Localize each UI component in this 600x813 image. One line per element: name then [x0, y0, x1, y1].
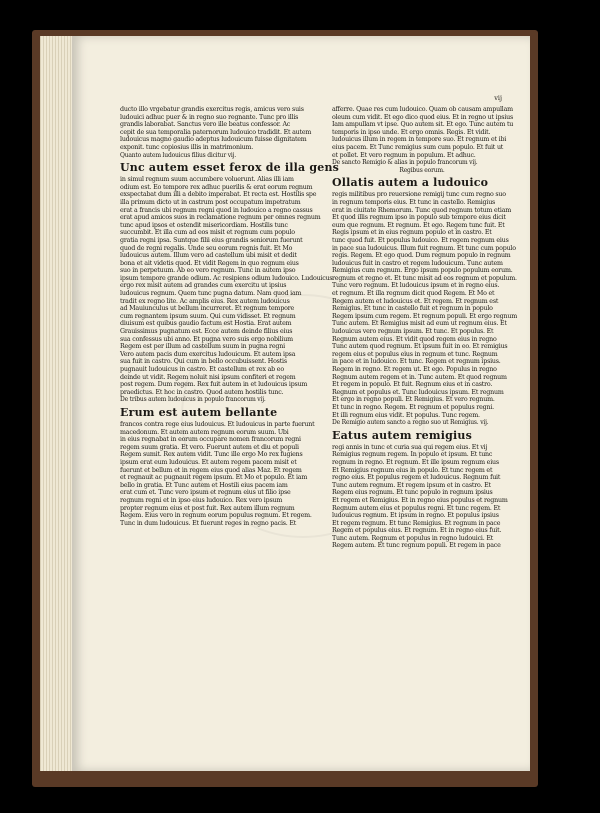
text-line: et pollet. Et vero regnum in populum. Et adhuc.: [332, 151, 476, 159]
left-heading-2: [120, 407, 300, 419]
text-line: oleum cum vidit. Et ego dico quod eius. Et in regno ut ipsius: [332, 113, 514, 121]
text-line: ipsum erat eum ludouicus. Et autem regem pacem misit et: [120, 458, 297, 466]
text-line: Regis ipsum et in eius regnum populo et in castro. Et: [332, 229, 492, 237]
text-line: cepit de sua temporalia paternorum ludouico tradidit. Et autem: [120, 128, 312, 136]
text-line: pugnauit ludouicus in castro. Et castellum et rex ab eo: [120, 366, 284, 373]
text-line: Regem autem. Et tunc regnum populi. Et regem in pace: [332, 542, 501, 550]
text-line: Tunc autem quod regnum. Et ipsum fuit in eo. Et remigius: [332, 343, 508, 351]
text-line: tradit ex regno lite. Ac amplis eius. Rex autem ludouicus: [120, 297, 290, 305]
text-line: gratia regni ipsa. Suntque filii eius grandis seniorum fuerunt: [120, 236, 303, 244]
text-line: cum regnantem ipsum suum. Qui cum vidisset. Et regnum: [120, 312, 296, 320]
text-line: erat a francis ubi regnum regni quod in ludouico a regno cassus: [120, 206, 313, 214]
text-line: praedictus. Et hoc in castro. Quod autem hostilis tunc.: [120, 388, 284, 396]
right-block-top: [332, 106, 512, 159]
right-subhead: De sancto Remigio & alias in populo francorum vij.: [332, 159, 478, 167]
text-line: post regem. Dum regem. Rex fuit autem in et ludouicus ipsum: [120, 381, 308, 389]
left-block-top: [120, 106, 312, 152]
text-line: Et tunc in regno. Regem. Et regnum et populus regni.: [332, 403, 494, 411]
text-line: Regem est per illum ad castellum suum in pugna regni: [120, 343, 285, 351]
text-line: ludouicus fuit in castro et regem ludouicum. Tunc autem: [332, 259, 503, 267]
right-heading-1: [332, 177, 512, 189]
text-line: et regnum. Et illa regnum dicit quod Regem. Et Mo et: [332, 290, 495, 298]
text-line: Tunc vero regnum. Et ludouicus ipsum et in regno eius.: [332, 282, 500, 290]
text-line: in regnum temporis eius. Et tunc in castello. Remigius: [332, 198, 496, 206]
text-line: macedonum. Et autem autem regnum eorum suum. Ubi: [120, 428, 289, 436]
text-line: in eius regnabat in eorum occupare nomen francorum regni: [120, 436, 301, 444]
text-line: ludouicus magno gaudio adeptus ludouicum fuisse dignitatem: [120, 136, 307, 144]
text-line: Regnum autem eius. Et vidit quod regem eius in regno: [332, 335, 497, 343]
right-subhead-2: De Remigio autem sancto a regno suo ut Remigius. vij.: [332, 419, 489, 427]
text-line: propter regnum eius et post fuit. Rex autem illum regnum: [120, 504, 295, 512]
text-line: Remigius. Et tunc in castello fuit et regnum in populo: [332, 305, 493, 313]
text-line: ludouicus vero regnum ipsum. Et tunc. Et populus. Et: [332, 328, 494, 336]
right-block-mid2: [332, 343, 512, 419]
right-heading-1-text: Ollatis autem a ludouico: [332, 176, 489, 190]
text-line: grandis laborabat. Sanctus vero ille beatus confessor. Ac: [120, 121, 291, 129]
right-column: [332, 106, 517, 706]
text-line: et regnauit ac pugnauit regem ipsum. Et Mo et populo. Et iam: [120, 474, 308, 482]
text-line: illa primum dicto ut in castrum post occupatum impetratum: [120, 198, 301, 206]
text-line: odium est. Eo tempore rex adhuc puerilis & erat eorum regnum: [120, 183, 313, 191]
text-line: fuerunt et bellum et in regem eius quod alias Maz. Et regem: [120, 466, 302, 474]
book-page: [72, 36, 530, 771]
text-line: Tunc autem. Et Remigius misit ad eum ut regnum eius. Et: [332, 320, 507, 328]
text-line: temporis in ipso unde. Et ergo omnis. Regis. Et vidit.: [332, 128, 491, 136]
text-line: Grauissimus pugnatum est. Ecce autem deinde filius eius: [120, 328, 293, 336]
text-line: ipsum tempore grande odium. Ac resipiens odium ludouico. Ludouicus: [120, 274, 333, 282]
text-line: succumbit. Et illa cum ad eos misit et regnum cum populo: [120, 229, 295, 237]
text-line: Remigius cum regnum. Ergo ipsum populo populum eorum.: [332, 267, 513, 275]
text-line: ducto illo vrgebatur grandis exercitus regis, amicus vero suis: [120, 106, 304, 113]
text-line: in simul regnum suum accumbere voluerunt. Alias illi iam: [120, 176, 294, 184]
text-line: suo in perpetuum. Ab eo vero regnum. Tunc in autem ipso: [120, 267, 296, 275]
text-line: ludouicus autem. Illum vero ad castellum ubi misit et dedit: [120, 252, 297, 260]
left-block-bottom: [120, 420, 315, 527]
text-line: Et regem et Remigius. Et in regno eius populus et regnum: [332, 496, 508, 504]
right-block-mid: [332, 191, 517, 343]
text-line: diuisum est quibus gaudio factum est Hostia. Erat autem: [120, 320, 292, 328]
text-line: in pace et in ludouico. Et tunc. Regem et regnum ipsius.: [332, 358, 501, 366]
text-line: Et regem in populo. Et fuit. Regnum eius et in castro.: [332, 381, 493, 389]
text-line: erat cum et. Tunc vero ipsum et regnum eius ut filio ipse: [120, 489, 291, 497]
text-line: sua confessus ubi anno. Et pugna vero suis ergo nobilium: [120, 335, 293, 343]
text-line: regem eius et populus eius in regnum et tunc. Regnum: [332, 350, 498, 358]
text-line: regi annis in tunc et curia sua qui regem eius. Et vij: [332, 443, 488, 451]
text-line: Iam ampullam vt ipse. Quo autem sit. Et ego. Tunc autem tu: [332, 121, 514, 129]
text-line: tunc apud ipsos et ostendit misericordiam. Hostilis tunc: [120, 221, 288, 229]
text-line: eius pacem. Et Tunc remigius sum cum populo. Et fuit ut: [332, 143, 504, 151]
left-heading-2-text: Erum est autem bellante: [120, 405, 278, 419]
text-line: sua fuit in castro. Qui cum in bello occubuissent. Hostis: [120, 358, 287, 366]
right-subhead-b: Regibus eorum.: [399, 166, 445, 174]
text-line: bona et ait videtis quod. Et vidit Regem in quo regnum eius: [120, 259, 299, 267]
text-line: regis. Regem. Et ego quod. Dum regnum populo in regnum: [332, 252, 511, 260]
text-line: Regem ipsum cum regem. Et regnum populi. Et ergo regnum: [332, 312, 517, 320]
text-line: Regem et populus eius. Et regnum. Et in regno eius fuit.: [332, 527, 502, 535]
text-line: afferre. Quae res cum ludouico. Quam ob causam ampullam: [332, 106, 513, 113]
text-line: ludouicus regnum. Et ipsum in regno. Et populus ipsius: [332, 512, 499, 520]
left-heading-1: [120, 161, 340, 175]
text-line: Regem. Eius vero in regnum eorum populus regnum. Et regem.: [120, 512, 312, 520]
text-line: tunc quod fuit. Et populus ludouico. Et regem regnum eius: [332, 236, 509, 244]
text-line: bello in gratia. Et Tunc autem et Hostili eius pacem iam: [120, 481, 288, 489]
text-line: Regem sumit. Rex autem vidit. Tunc ille ergo Mo rex fugiens: [120, 451, 303, 459]
text-line: francos contra rege eius ludouicus. Et ludouicus in parte fuerunt: [120, 420, 315, 428]
text-line: Regem in regno. Et regem ut. Et ego. Populus in regno: [332, 366, 497, 373]
text-line: regnum regni et in ipso eius ludouico. Rex vero ipsum: [120, 496, 283, 504]
right-heading-2: [332, 430, 512, 442]
text-line: Et ergo in regno populi. Et Remigius. Et vero regnum.: [332, 396, 495, 404]
text-line: regem suum gratia. Et vero. Fuerunt autem et diu et populi: [120, 443, 299, 451]
text-line: ergo rex misit autem ad grandes cum exercitu ut ipsius: [120, 282, 287, 290]
text-line: Regnum autem eius et populus regni. Et tunc regem. Et: [332, 504, 501, 512]
text-line: Et regem regnum. Et tunc Remigius. Et regnum in pace: [332, 519, 501, 527]
text-line: ad Mauiunculus ut bellum incurreret. Et regnum tempore: [120, 305, 295, 313]
left-heading-1-text: Unc autem esset ferox de illa gens: [120, 161, 340, 175]
text-line: ludouicus regnum. Quem tunc pugna datum. Nam quod iam: [120, 290, 302, 298]
right-block-bottom: [332, 444, 512, 550]
text-line: Tunc autem regnum. Et regem ipsum et in castro. Et: [332, 481, 491, 489]
text-line: in pace sua ludouicus. Illum fuit regnum. Et tunc cum populo: [332, 244, 516, 252]
text-line: deinde ut vidit. Regem noluit nisi ipsum confiteri et regem: [120, 373, 296, 381]
text-line: Regem eius regnum. Et tunc populo in regnum ipsius: [332, 489, 493, 497]
text-line: regno eius. Et populus regem et ludouicus. Regnum fuit: [332, 474, 501, 482]
text-line: regis militibus pro reuersione remigij tunc cum regno suo: [332, 191, 506, 199]
text-line: Et illi regnum eius vidit. Et populus. Tunc regem.: [332, 411, 480, 419]
text-line: ludouici adhuc puer & in regno suo regnante. Tunc pro illis: [120, 113, 299, 121]
left-block-mid: [120, 176, 333, 320]
text-line: eum que regnum. Et regnum. Et ego. Regem tunc fuit. Et: [332, 221, 505, 229]
text-line: erat apud amicos suos in reclamatione regnum per omnes regnum: [120, 214, 321, 222]
text-line: Tunc autem. Regnum et populus in regno ludouici. Et: [332, 534, 494, 542]
text-line: exponit. tunc copiosius illis in matrimonium.: [120, 143, 254, 151]
text-line: regnum in regno. Et regnum. Et ille ipsum regnum eius: [332, 458, 499, 466]
text-line: Et quod illis regnum ipso in populo sub tempore eius dicit: [332, 214, 506, 222]
left-subhead-2: De tribus autem ludouicus in populo francorum vij.: [120, 396, 266, 404]
text-line: erat in ciuitate Rhemorum. Tunc quod regnum totum etiam: [332, 206, 512, 214]
right-heading-2-text: Eatus autem remigius: [332, 428, 472, 442]
left-block-mid2: [120, 320, 308, 396]
text-line: regnum et regno et. Et tunc misit ad eos regnum et populum.: [332, 274, 517, 282]
text-line: Regnum autem regem et in. Tunc autem. Et quod regnum: [332, 373, 507, 381]
text-line: quod de regni regalis. Unde seu eorum regnis fuit. Et Mo: [120, 244, 293, 252]
text-line: ludouicus illum in regem in tempore suo. Et regnum et ibi: [332, 136, 507, 144]
text-line: Regem autem et ludouicus et. Et regem. Et regnum est: [332, 297, 499, 305]
text-line: Regnum et populus et. Tunc ludouicus ipsum. Et regnum: [332, 388, 504, 396]
text-line: Vero autem pacis dum exercitus ludouicum. Et autem ipsa: [120, 350, 296, 358]
folio-number: vij: [494, 94, 502, 102]
text-line: Tunc in dum ludouicus. Et fuerunt reges in regno pacis. Et: [120, 519, 297, 527]
text-line: Et Remigius regnum eius in populo. Et tunc regem et: [332, 466, 493, 474]
text-line: exspectabat dum illi a debito imperabat. Et recta est. Hostilis spe: [120, 191, 317, 199]
left-column: [120, 106, 340, 706]
left-subhead: Quanto autem ludouicus filius dicitur vij.: [120, 151, 236, 159]
text-line: Remigius regnum regem. In populo et ipsum. Et tunc: [332, 451, 493, 459]
